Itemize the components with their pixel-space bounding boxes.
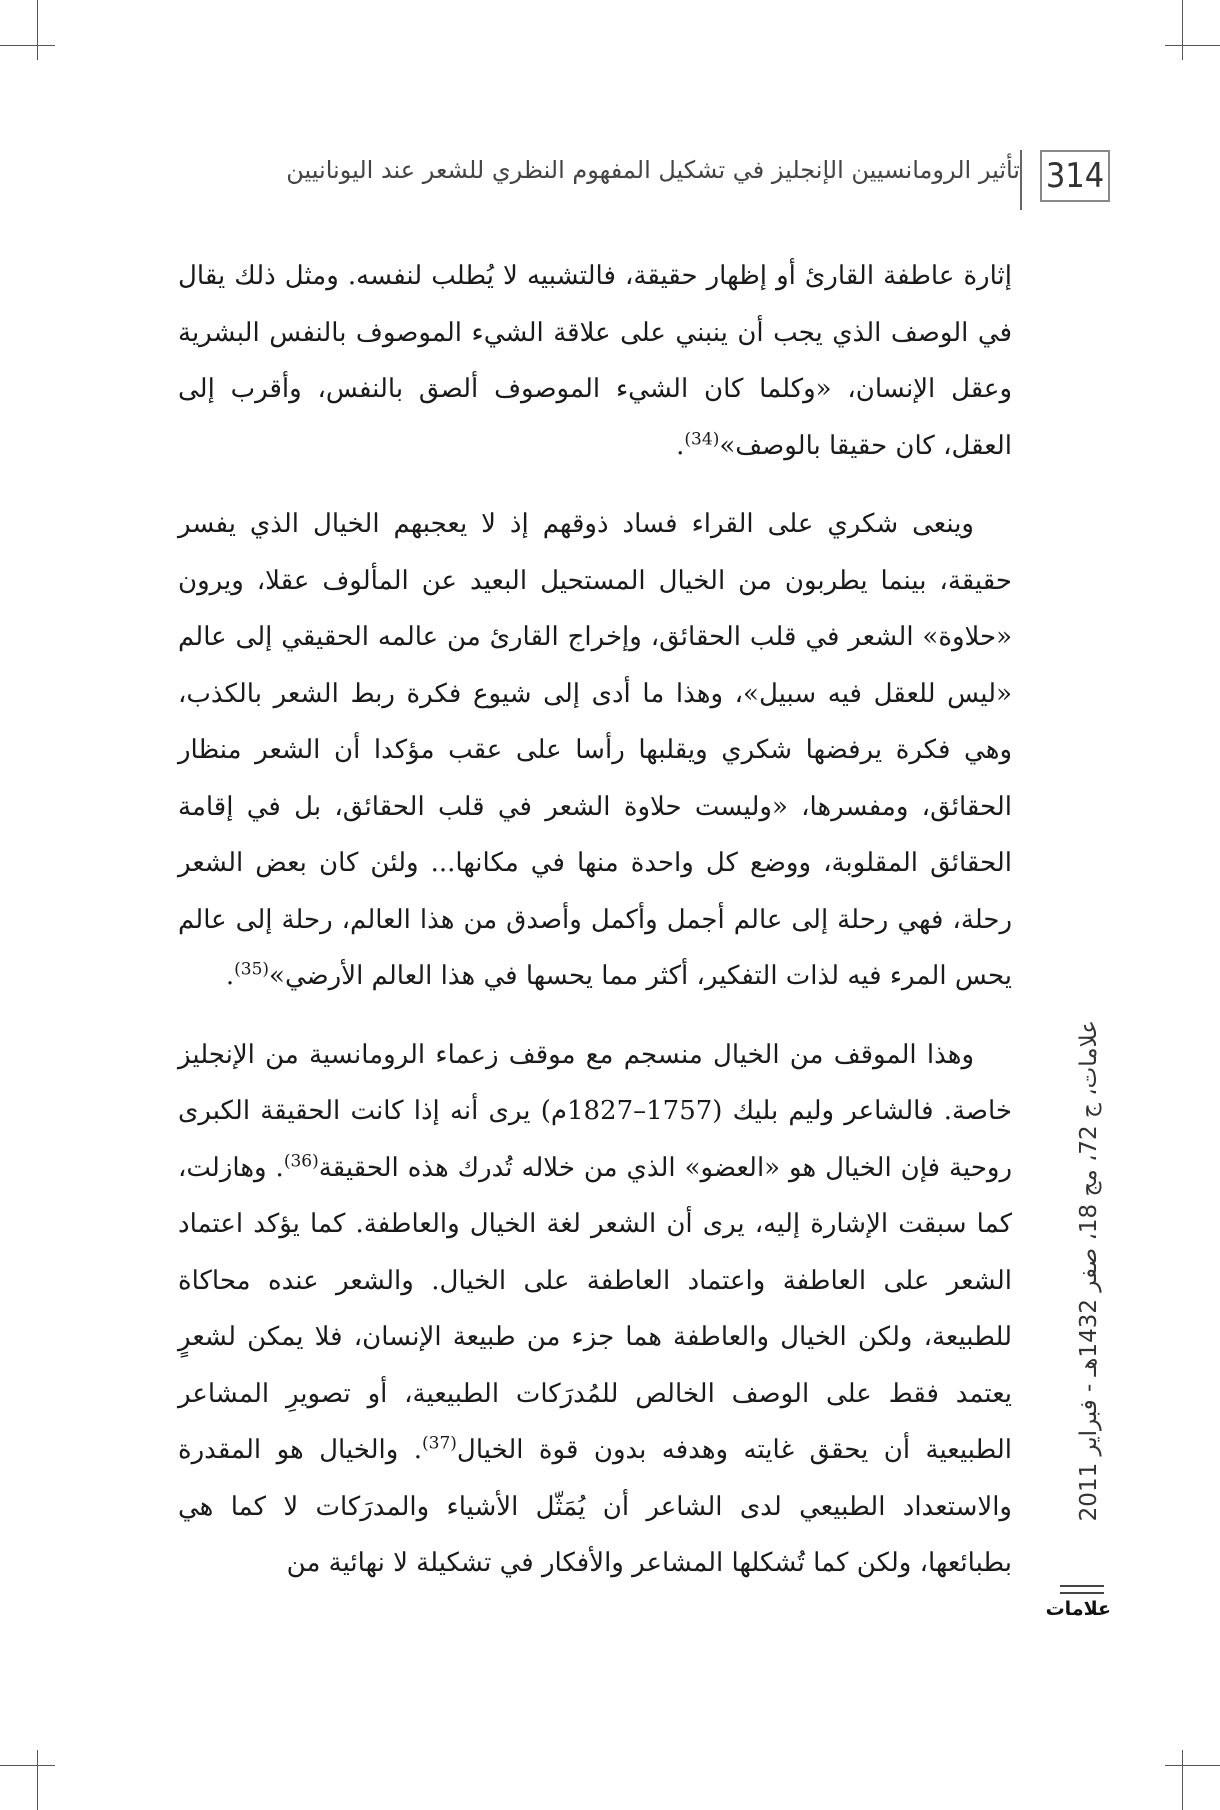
crop-mark-bottom-right (1182, 1750, 1183, 1810)
crop-mark-left-top (0, 45, 55, 46)
footnote-ref-36[interactable]: (36) (283, 1150, 319, 1171)
logo-rule-bottom (1060, 1592, 1104, 1594)
paragraph-2: وينعى شكري على القراء فساد ذوقهم إذ لا يعجبهم الخيال الذي يفسر حقيقة، بينما يطربون من الخيال المستحيل البعيد عن المألوف عقلا، ويرون «حلاوة» الشعر في قلب الحقائق، وإخراج القارئ من عالمه الحقيقي إلى عالم «ليس للعقل فيه سبيل»، وهذا ما أدى إلى شيوع فكرة ربط الشعر بالكذب، وهي فكرة يرفضها شكري ويقلبها رأسا على عقب مؤكدا أن الشعر منظار الحقائق، ومفسرها، «وليست حلاوة الشعر في قلب الحقائق، بل في إقامة الحقائق المقلوبة، ووضع كل واحدة منها في مكانها... ولئن كان بعض الشعر رحلة، فهي رحلة إلى عالم أجمل وأكمل وأصدق من هذا العالم، رحلة إلى عالم يحس المرء فيه لذات التفكير، أكثر مما يحسها في هذا العالم الأرضي»$^{(35)}$. (178, 509, 1012, 991)
article-body (178, 248, 1012, 1614)
footnote-ref-35[interactable]: (35) (234, 959, 270, 980)
page-header (200, 150, 1110, 220)
journal-sidebar (1058, 1020, 1120, 1620)
crop-mark-bottom-left (37, 1750, 38, 1810)
header-divider (1020, 150, 1022, 210)
paragraph-1: إثارة عاطفة القارئ أو إظهار حقيقة، فالتشبيه لا يُطلب لنفسه. ومثل ذلك يقال في الوصف الذي يجب أن ينبني على علاقة الشيء الموصوف بالنفس البشرية وعقل الإنسان، «وكلما كان الشيء الموصوف ألصق بالنفس، وأقرب إلى العقل، كان حقيقا بالوصف»$^{(34)}$. (178, 261, 1012, 461)
paragraph-3: وهذا الموقف من الخيال منسجم مع موقف زعماء الرومانسية من الإنجليز خاصة. فالشاعر وليم بليك (1757–1827م) يرى أنه إذا كانت الحقيقة الكبرى روحية فإن الخيال هو «العضو» الذي من خلاله تُدرك هذه الحقيقة$^{(36)}$. وهازلت، كما سبقت الإشارة إليه، يرى أن الشعر لغة الخيال والعاطفة. كما يؤكد اعتماد الشعر على العاطفة واعتماد العاطفة على الخيال. والشعر عنده محاكاة للطبيعة، ولكن الخيال والعاطفة هما جزء من طبيعة الإنسان، فلا يمكن لشعرٍ يعتمد فقط على الوصف الخالص للمُدرَكات الطبيعية، أو تصويرِ المشاعر الطبيعية أن يحقق غايته وهدفه بدون قوة الخيال$^{(37)}$. والخيال هو المقدرة والاستعداد الطبيعي لدى الشاعر أن يُمَثّل الأشياء والمدرَكات لا كما هي بطبائعها، ولكن كما تُشكلها المشاعر والأفكار في تشكيلة لا نهائية من (178, 1039, 1013, 1578)
footnote-ref-34[interactable]: (34) (684, 428, 720, 449)
running-title: تأثير الرومانسيين الإنجليز في تشكيل المفهوم النظري للشعر عند اليونانيين (286, 156, 1020, 184)
crop-mark-top-right (1182, 0, 1183, 60)
page-number: 314 (1040, 150, 1110, 202)
crop-mark-right-bottom (1165, 1765, 1220, 1766)
logo-rule-top (1060, 1585, 1104, 1587)
journal-logo: علامات (1045, 1598, 1111, 1620)
crop-mark-top-left (37, 0, 38, 60)
crop-mark-right-top (1165, 45, 1220, 46)
journal-issue-info: علامات، ج 72، مج 18، صفر 1432هـ - فبراير 2011 (1076, 1020, 1102, 1522)
crop-mark-left-bottom (0, 1765, 55, 1766)
footnote-ref-37[interactable]: (37) (422, 1433, 457, 1454)
